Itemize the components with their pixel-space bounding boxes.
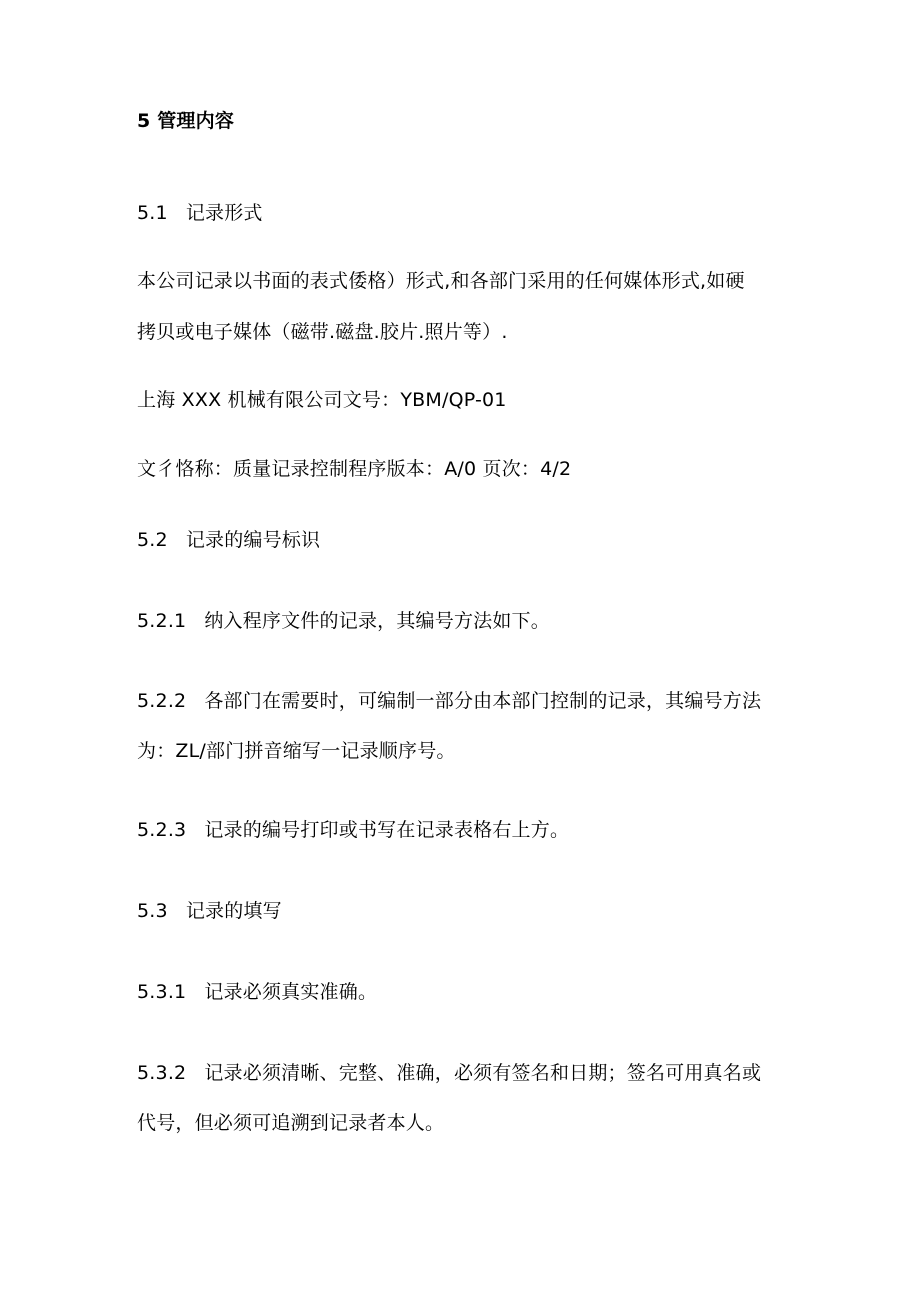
section-number: 5.3.2 — [137, 1062, 187, 1084]
section-title: 记录形式 — [185, 202, 263, 224]
document-header-line: 文彳恪称：质量记录控制程序版本：A/0 页次：4/2 — [137, 458, 572, 480]
section-text: 记录必须真实准确。 — [204, 981, 378, 1003]
paragraph-line: 本公司记录以书面的表式倭格）形式,和各部门采用的任何媒体形式,如硬 — [137, 270, 745, 292]
section-title: 记录的编号标识 — [185, 529, 321, 551]
paragraph-line: 为：ZL/部门拼音缩写一记录顺序号。 — [137, 740, 456, 762]
section-5-3-1 — [137, 979, 797, 1005]
section-text: 记录必须清晰、完整、准确，必须有签名和日期；签名可用真名或 — [204, 1062, 762, 1084]
section-title: 记录的填写 — [185, 900, 282, 922]
section-5-3-2 — [137, 1060, 797, 1086]
section-number: 5.3.1 — [137, 981, 187, 1003]
section-5-2-1 — [137, 608, 797, 634]
section-number: 5.1 — [137, 202, 168, 224]
section-5-2-3 — [137, 817, 797, 843]
section-text: 各部门在需要时，可编制一部分由本部门控制的记录，其编号方法 — [204, 690, 762, 712]
document-header-line: 上海 XXX 机械有限公司文号：YBM/QP-01 — [137, 389, 507, 411]
section-5-3 — [137, 898, 797, 924]
paragraph-line: 拷贝或电子媒体（磁带.磁盘.胶片.照片等）. — [137, 321, 508, 343]
paragraph-line: 代号，但必须可追溯到记录者本人。 — [137, 1112, 445, 1134]
section-number: 5.2.3 — [137, 819, 187, 841]
section-text: 记录的编号打印或书写在记录表格右上方。 — [204, 819, 570, 841]
section-text: 纳入程序文件的记录，其编号方法如下。 — [204, 610, 550, 632]
section-5-2 — [137, 527, 797, 553]
section-number: 5.2 — [137, 529, 168, 551]
section-number: 5.2.2 — [137, 690, 187, 712]
section-heading-5: 5 管理内容 — [137, 110, 235, 132]
section-number: 5.2.1 — [137, 610, 187, 632]
section-5-1 — [137, 200, 797, 226]
section-5-2-2 — [137, 688, 797, 714]
section-number: 5.3 — [137, 900, 168, 922]
